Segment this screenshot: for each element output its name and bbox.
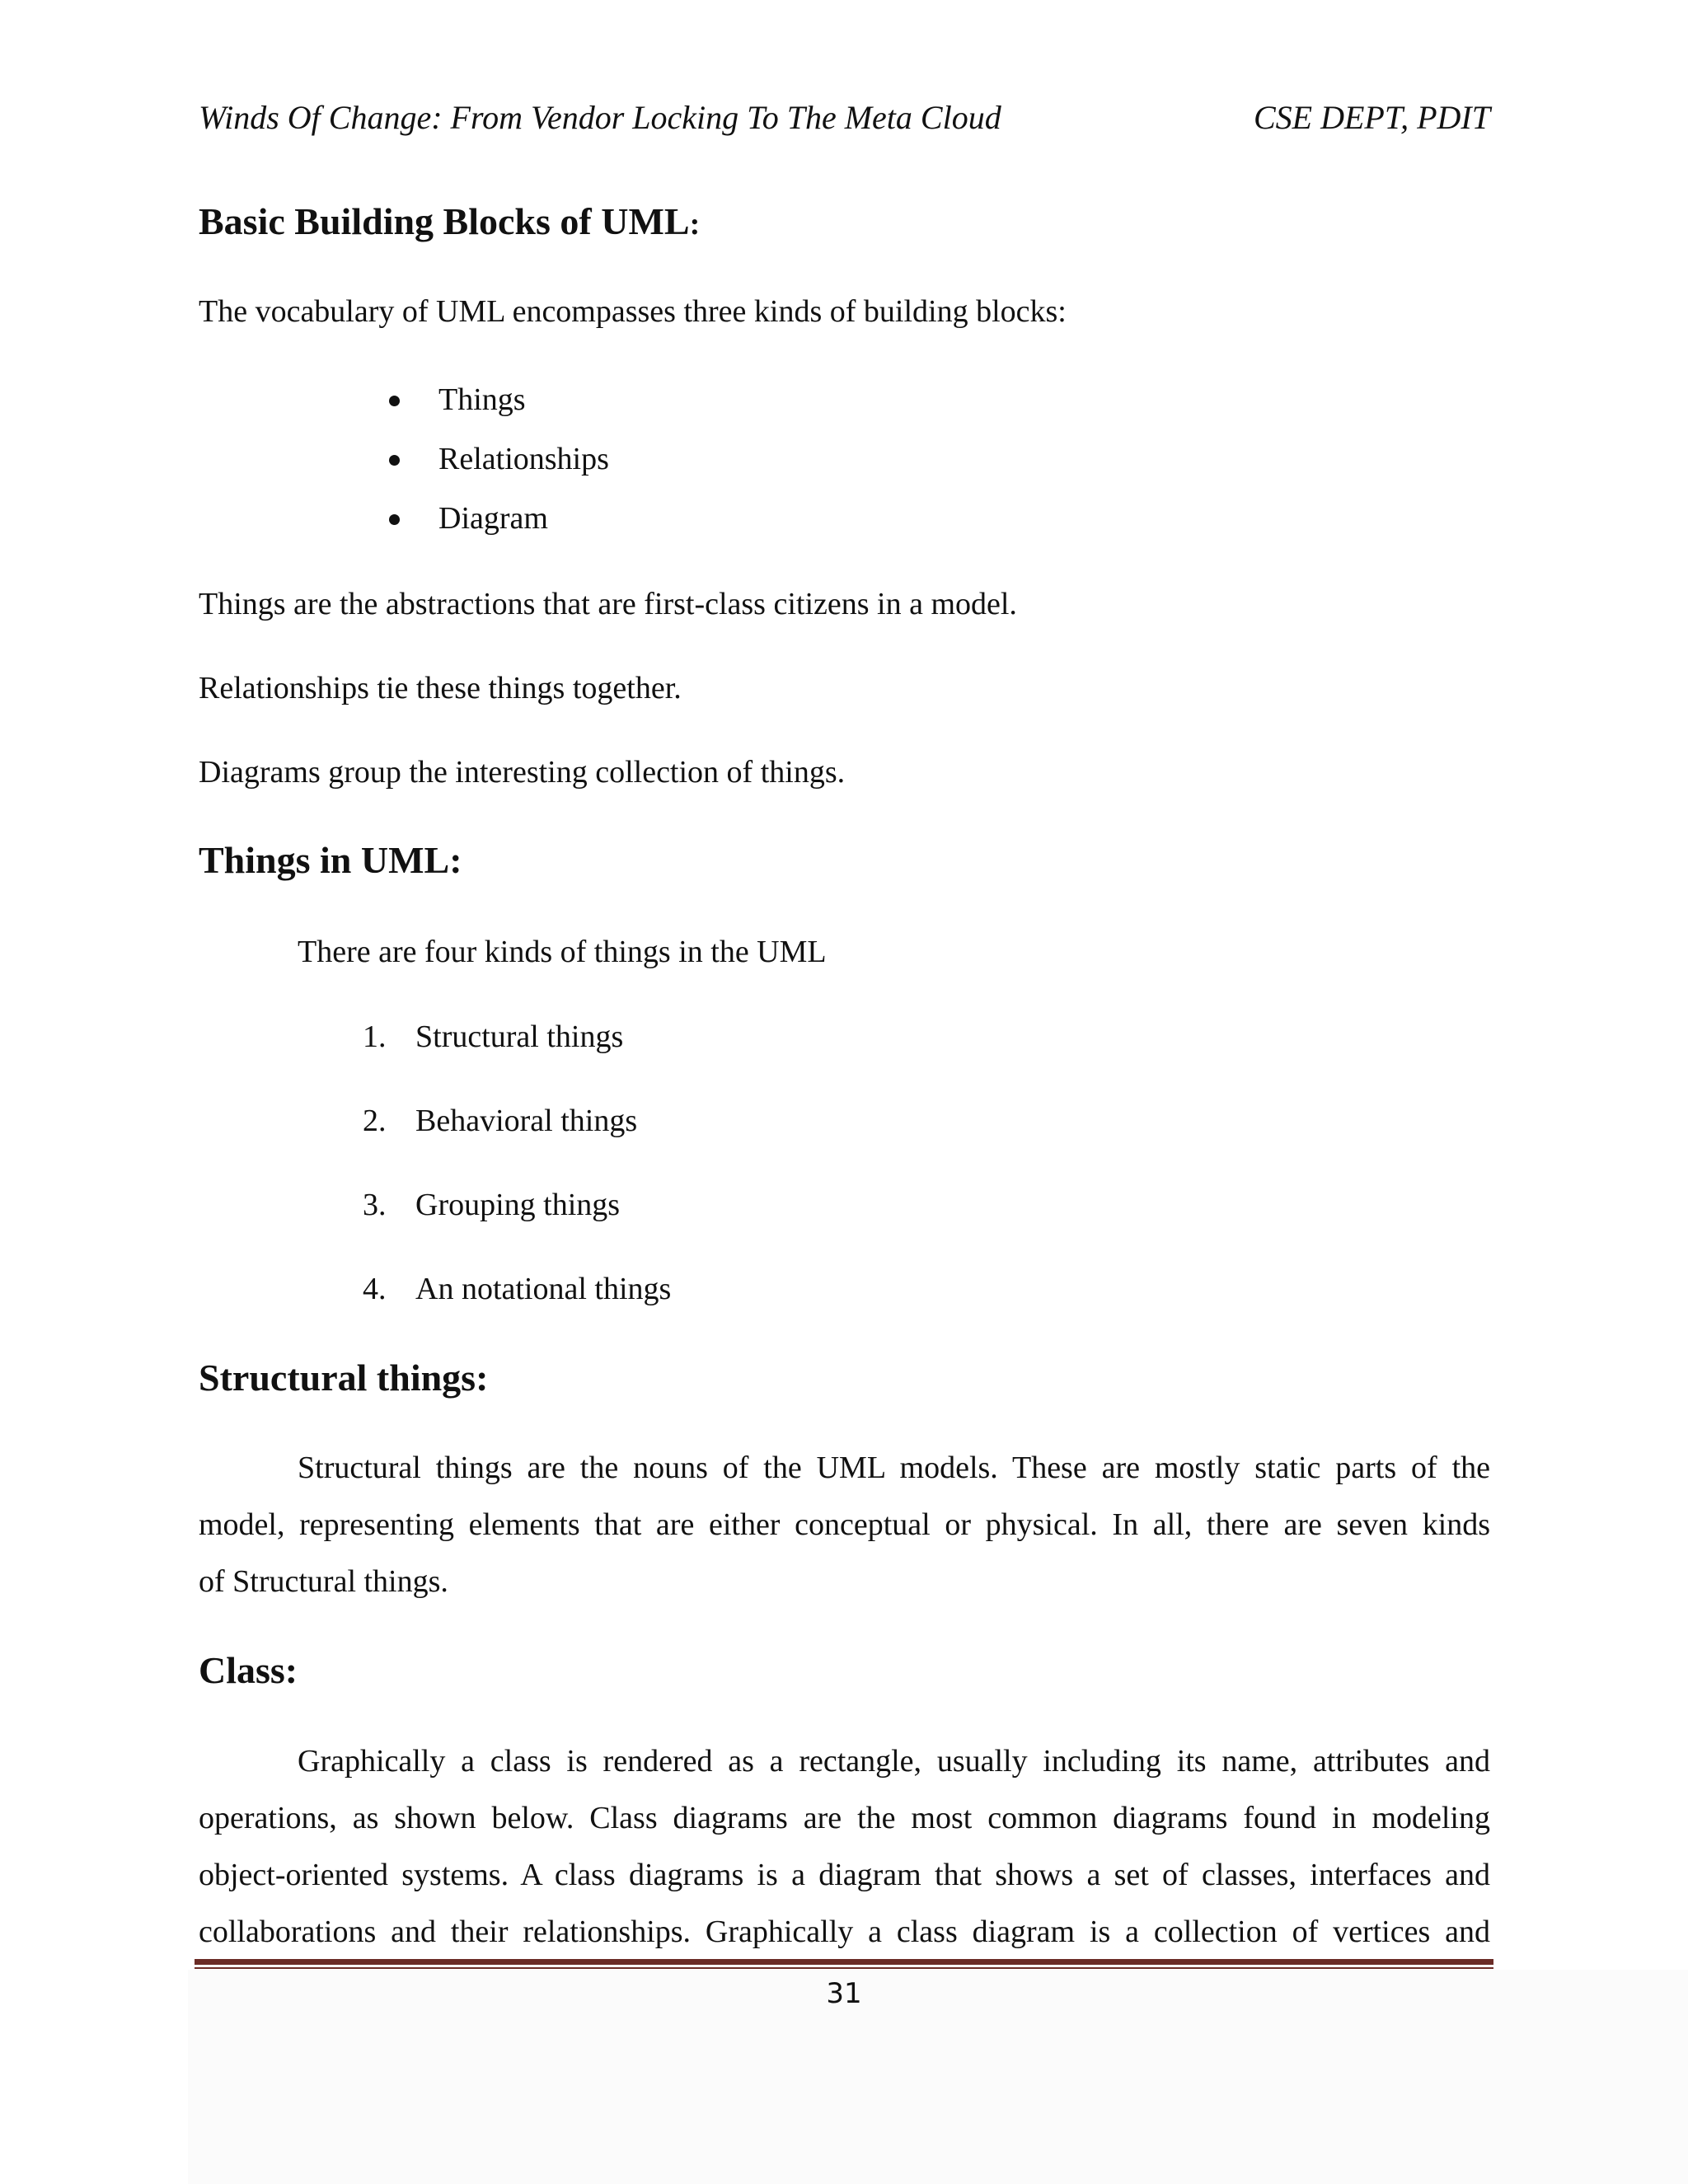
list-item-number: 2. xyxy=(363,1104,387,1138)
paragraph-line: collaborations and their relationships. Graphically a class diagram is a collection of vertices and xyxy=(199,1915,1490,1949)
bullet-dot-icon xyxy=(389,514,400,525)
list-item-label: Relationships xyxy=(438,442,609,476)
class-paragraph xyxy=(199,1733,1490,1961)
things-definition: Things are the abstractions that are first-class citizens in a model. xyxy=(199,587,1017,621)
list-item-label: An notational things xyxy=(415,1272,672,1306)
relationships-definition: Relationships tie these things together. xyxy=(199,671,682,705)
things-intro: There are four kinds of things in the UML xyxy=(298,935,827,969)
paragraph-line: Graphically a class is rendered as a rectangle, usually including its name, attributes and xyxy=(298,1744,1490,1779)
heading-things-in-uml: Things in UML: xyxy=(199,839,462,881)
things-list xyxy=(363,1012,671,1348)
diagrams-definition: Diagrams group the interesting collection of things. xyxy=(199,755,846,790)
list-item xyxy=(389,494,609,553)
list-item-label: Diagram xyxy=(438,501,548,536)
bullet-dot-icon xyxy=(389,396,400,406)
footer-rule xyxy=(195,1959,1493,1965)
paragraph-line: model, representing elements that are either conceptual or physical. In all, there are seven kinds xyxy=(199,1507,1490,1542)
bullet-dot-icon xyxy=(389,455,400,466)
document-title: Winds Of Change: From Vendor Locking To The Meta Cloud xyxy=(199,99,1001,136)
structural-things-paragraph xyxy=(199,1440,1490,1610)
paragraph-line: object-oriented systems. A class diagrams is a diagram that shows a set of classes, interfaces and xyxy=(199,1858,1490,1892)
list-item xyxy=(363,1012,671,1096)
paragraph-line: of Structural things. xyxy=(199,1564,448,1599)
department-label: CSE DEPT, PDIT xyxy=(1253,99,1490,136)
list-item-number: 4. xyxy=(363,1272,387,1306)
list-item xyxy=(363,1180,671,1264)
page-number: 31 xyxy=(826,1977,862,2010)
list-item xyxy=(389,434,609,494)
list-item xyxy=(389,375,609,434)
list-item-number: 1. xyxy=(363,1019,387,1054)
heading-basic-building-blocks-text: Basic Building Blocks of UML xyxy=(199,200,690,242)
heading-structural-things: Structural things: xyxy=(199,1357,489,1399)
building-blocks-intro: The vocabulary of UML encompasses three kinds of building blocks: xyxy=(199,294,1067,329)
list-item xyxy=(363,1264,671,1348)
heading-colon: : xyxy=(689,207,701,241)
list-item xyxy=(363,1096,671,1180)
list-item-label: Things xyxy=(438,382,526,417)
building-blocks-list xyxy=(389,375,609,553)
list-item-label: Grouping things xyxy=(415,1188,621,1222)
list-item-label: Structural things xyxy=(415,1019,624,1054)
footer-rule-thin xyxy=(195,1967,1493,1969)
running-header xyxy=(199,96,1490,139)
list-item-label: Behavioral things xyxy=(415,1104,638,1138)
list-item-number: 3. xyxy=(363,1188,387,1222)
paragraph-line: Structural things are the nouns of the UML models. These are mostly static parts of the xyxy=(298,1451,1490,1485)
heading-basic-building-blocks xyxy=(199,199,700,247)
paragraph-line: operations, as shown below. Class diagrams are the most common diagrams found in modeling xyxy=(199,1801,1490,1835)
heading-class: Class: xyxy=(199,1649,298,1691)
